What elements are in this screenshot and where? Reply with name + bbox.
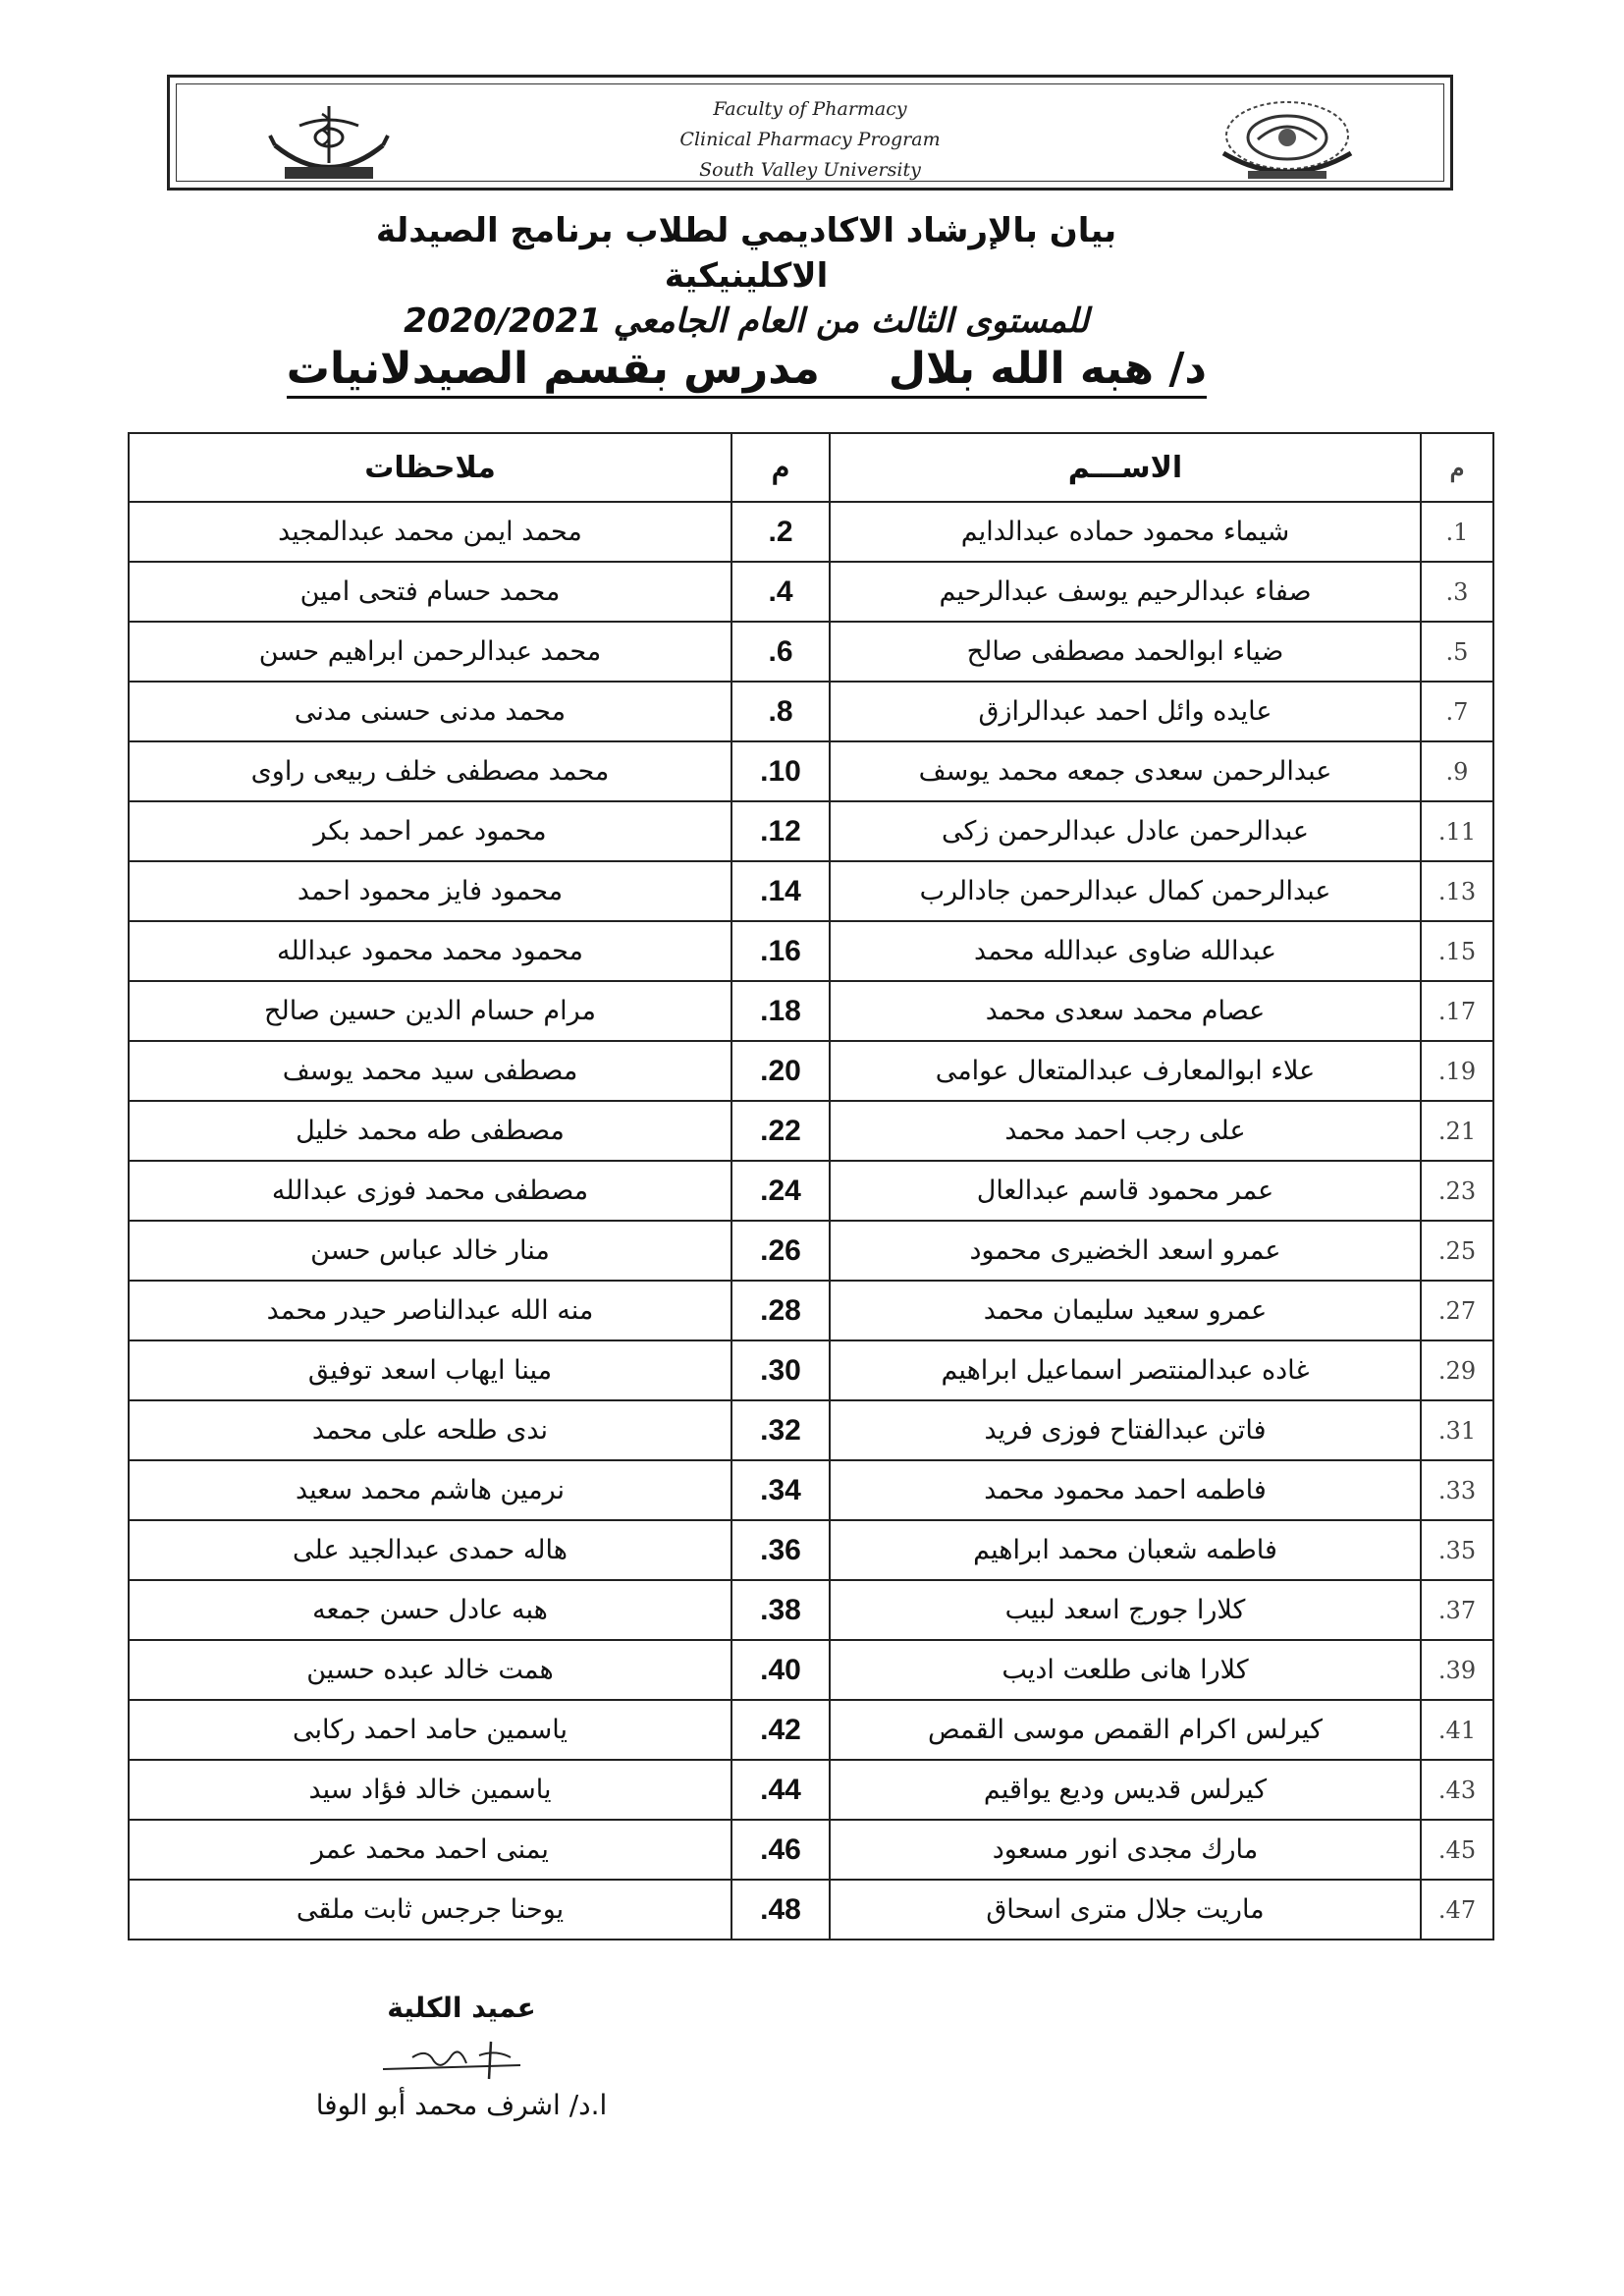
- student-name-2: مصطفى محمد فوزى عبدالله: [129, 1161, 731, 1221]
- table-row: [129, 1340, 1493, 1400]
- row-number-2: 14.: [731, 861, 830, 921]
- row-number-2: 46.: [731, 1820, 830, 1880]
- student-name: ماريت جلال مترى اسحاق: [830, 1880, 1421, 1940]
- student-name-2: نرمين هاشم محمد سعيد: [129, 1460, 731, 1520]
- table-body: [129, 502, 1493, 1940]
- student-name-2: محمد ايمن محمد عبدالمجيد: [129, 502, 731, 562]
- row-number: 3.: [1421, 562, 1493, 622]
- row-number-2: 32.: [731, 1400, 830, 1460]
- row-number-2: 44.: [731, 1760, 830, 1820]
- student-name-2: ياسمين حامد احمد ركابى: [129, 1700, 731, 1760]
- row-number: 47.: [1421, 1880, 1493, 1940]
- row-number-2: 42.: [731, 1700, 830, 1760]
- row-number-2: 34.: [731, 1460, 830, 1520]
- advisor-heading: [287, 344, 1207, 399]
- row-number: 41.: [1421, 1700, 1493, 1760]
- row-number-2: 20.: [731, 1041, 830, 1101]
- row-number: 5.: [1421, 622, 1493, 682]
- table-row: [129, 1221, 1493, 1281]
- row-number-2: 38.: [731, 1580, 830, 1640]
- student-name: صفاء عبدالرحيم يوسف عبدالرحيم: [830, 562, 1421, 622]
- university-seal-icon: [1214, 94, 1361, 188]
- student-name-2: ندى طلحه على محمد: [129, 1400, 731, 1460]
- table-row: [129, 1101, 1493, 1161]
- row-number-2: 48.: [731, 1880, 830, 1940]
- student-roster-table: [128, 432, 1494, 1941]
- row-number: 31.: [1421, 1400, 1493, 1460]
- student-name: فاطمه احمد محمود محمد: [830, 1460, 1421, 1520]
- row-number: 35.: [1421, 1520, 1493, 1580]
- row-number-2: 18.: [731, 981, 830, 1041]
- row-number: 19.: [1421, 1041, 1493, 1101]
- table-row: [129, 1580, 1493, 1640]
- row-number: 37.: [1421, 1580, 1493, 1640]
- row-number: 9.: [1421, 741, 1493, 801]
- student-name-2: منار خالد عباس حسن: [129, 1221, 731, 1281]
- table-row: [129, 1700, 1493, 1760]
- table-row: [129, 1760, 1493, 1820]
- row-number: 29.: [1421, 1340, 1493, 1400]
- student-name-2: يوحنا جرجس ثابت ملقى: [129, 1880, 731, 1940]
- student-name: عبدالله ضاوى عبدالله محمد: [830, 921, 1421, 981]
- student-name-2: ياسمين خالد فؤاد سيد: [129, 1760, 731, 1820]
- letterhead-inner-border: [176, 83, 1444, 182]
- table-row: [129, 1460, 1493, 1520]
- row-number-2: 36.: [731, 1520, 830, 1580]
- row-number-2: 10.: [731, 741, 830, 801]
- dean-name: ا.د/ اشرف محمد أبو الوفا: [315, 2089, 608, 2121]
- student-name-2: منه الله عبدالناصر حيدر محمد: [129, 1281, 731, 1340]
- header-notes: ملاحظات: [129, 433, 731, 502]
- table-row: [129, 801, 1493, 861]
- table-row: [129, 981, 1493, 1041]
- table-row: [129, 562, 1493, 622]
- student-name-2: مينا ايهاب اسعد توفيق: [129, 1340, 731, 1400]
- row-number-2: 4.: [731, 562, 830, 622]
- row-number: 45.: [1421, 1820, 1493, 1880]
- advisor-position: مدرس بقسم الصيدلانيات: [286, 344, 820, 394]
- student-name-2: هاله حمدى عبدالجيد على: [129, 1520, 731, 1580]
- student-name: عبدالرحمن عادل عبدالرحمن زكى: [830, 801, 1421, 861]
- row-number: 13.: [1421, 861, 1493, 921]
- table-row: [129, 861, 1493, 921]
- table-row: [129, 1820, 1493, 1880]
- table-row: [129, 741, 1493, 801]
- student-name: عمر محمود قاسم عبدالعال: [830, 1161, 1421, 1221]
- student-name-2: مصطفى طه محمد خليل: [129, 1101, 731, 1161]
- title-line-2: للمستوى الثالث من العام الجامعي 2020/2021: [404, 301, 1089, 341]
- row-number: 11.: [1421, 801, 1493, 861]
- row-number: 23.: [1421, 1161, 1493, 1221]
- dean-title: عميد الكلية: [387, 1992, 536, 2024]
- student-name-2: محمد حسام فتحى امين: [129, 562, 731, 622]
- row-number: 39.: [1421, 1640, 1493, 1700]
- table-row: [129, 682, 1493, 741]
- student-name: كيرلس اكرام القمص موسى القمص: [830, 1700, 1421, 1760]
- student-name-2: محمود فايز محمود احمد: [129, 861, 731, 921]
- student-name: كيرلس قديس وديع يواقيم: [830, 1760, 1421, 1820]
- advisor-name: د/ هبه الله بلال: [888, 344, 1207, 394]
- row-number-2: 28.: [731, 1281, 830, 1340]
- student-name-2: مرام حسام الدين حسين صالح: [129, 981, 731, 1041]
- student-name: علاء ابوالمعارف عبدالمتعال عوامى: [830, 1041, 1421, 1101]
- student-name: فاتن عبدالفتاح فوزى فريد: [830, 1400, 1421, 1460]
- row-number-2: 22.: [731, 1101, 830, 1161]
- student-name-2: محمد مصطفى خلف ربيعى راوى: [129, 741, 731, 801]
- student-name-2: هبه عادل حسن جمعه: [129, 1580, 731, 1640]
- title-line-1: بيان بالإرشاد الاكاديمي لطلاب برنامج الصيدلة الاكلينيكية: [375, 211, 1117, 296]
- student-name-2: همت خالد عبده حسين: [129, 1640, 731, 1700]
- student-name: عايده وائل احمد عبدالرازق: [830, 682, 1421, 741]
- letterhead-line-faculty: Faculty of Pharmacy: [713, 98, 907, 120]
- dean-signature-block: [295, 1992, 628, 2121]
- table-row: [129, 1041, 1493, 1101]
- row-number-2: 30.: [731, 1340, 830, 1400]
- header-num-2: م: [731, 433, 830, 502]
- table-row: [129, 921, 1493, 981]
- table-row: [129, 1161, 1493, 1221]
- row-number: 15.: [1421, 921, 1493, 981]
- row-number: 43.: [1421, 1760, 1493, 1820]
- table-row: [129, 622, 1493, 682]
- student-name: مارك مجدى انور مسعود: [830, 1820, 1421, 1880]
- row-number: 25.: [1421, 1221, 1493, 1281]
- student-name-2: محمد مدنى حسنى مدنى: [129, 682, 731, 741]
- letterhead: [167, 75, 1453, 191]
- row-number: 21.: [1421, 1101, 1493, 1161]
- student-name-2: يمنى احمد محمد عمر: [129, 1820, 731, 1880]
- table-row: [129, 1281, 1493, 1340]
- student-name: شيماء محمود حماده عبدالدايم: [830, 502, 1421, 562]
- student-name-2: محمود عمر احمد بكر: [129, 801, 731, 861]
- student-name: ضياء ابوالحمد مصطفى صالح: [830, 622, 1421, 682]
- student-name-2: محمود محمد محمود عبدالله: [129, 921, 731, 981]
- table-row: [129, 1400, 1493, 1460]
- letterhead-line-university: South Valley University: [699, 159, 921, 181]
- table-row: [129, 502, 1493, 562]
- handwritten-signature-icon: [373, 2036, 550, 2083]
- student-name: عبدالرحمن كمال عبدالرحمن جادالرب: [830, 861, 1421, 921]
- table-row: [129, 1640, 1493, 1700]
- student-name: فاطمه شعبان محمد ابراهيم: [830, 1520, 1421, 1580]
- row-number-2: 24.: [731, 1161, 830, 1221]
- student-name: غاده عبدالمنتصر اسماعيل ابراهيم: [830, 1340, 1421, 1400]
- header-name: الاســـم: [830, 433, 1421, 502]
- student-name: عمرو اسعد الخضيرى محمود: [830, 1221, 1421, 1281]
- student-name-2: مصطفى سيد محمد يوسف: [129, 1041, 731, 1101]
- student-name: كلارا هانى طلعت اديب: [830, 1640, 1421, 1700]
- row-number-2: 26.: [731, 1221, 830, 1281]
- row-number: 7.: [1421, 682, 1493, 741]
- document-title: [295, 208, 1198, 344]
- table-row: [129, 1520, 1493, 1580]
- student-name-2: محمد عبدالرحمن ابراهيم حسن: [129, 622, 731, 682]
- header-num: م: [1421, 433, 1493, 502]
- student-name: على رجب احمد محمد: [830, 1101, 1421, 1161]
- letterhead-line-program: Clinical Pharmacy Program: [679, 129, 941, 150]
- table-header-row: [129, 433, 1493, 502]
- row-number-2: 16.: [731, 921, 830, 981]
- student-name: كلارا جورج اسعد لبيب: [830, 1580, 1421, 1640]
- row-number: 1.: [1421, 502, 1493, 562]
- row-number: 33.: [1421, 1460, 1493, 1520]
- row-number-2: 12.: [731, 801, 830, 861]
- row-number: 27.: [1421, 1281, 1493, 1340]
- row-number-2: 8.: [731, 682, 830, 741]
- student-name: عصام محمد سعدى محمد: [830, 981, 1421, 1041]
- student-name: عبدالرحمن سعدى جمعه محمد يوسف: [830, 741, 1421, 801]
- row-number-2: 2.: [731, 502, 830, 562]
- table-row: [129, 1880, 1493, 1940]
- row-number-2: 6.: [731, 622, 830, 682]
- row-number: 17.: [1421, 981, 1493, 1041]
- student-name: عمرو سعيد سليمان محمد: [830, 1281, 1421, 1340]
- row-number-2: 40.: [731, 1640, 830, 1700]
